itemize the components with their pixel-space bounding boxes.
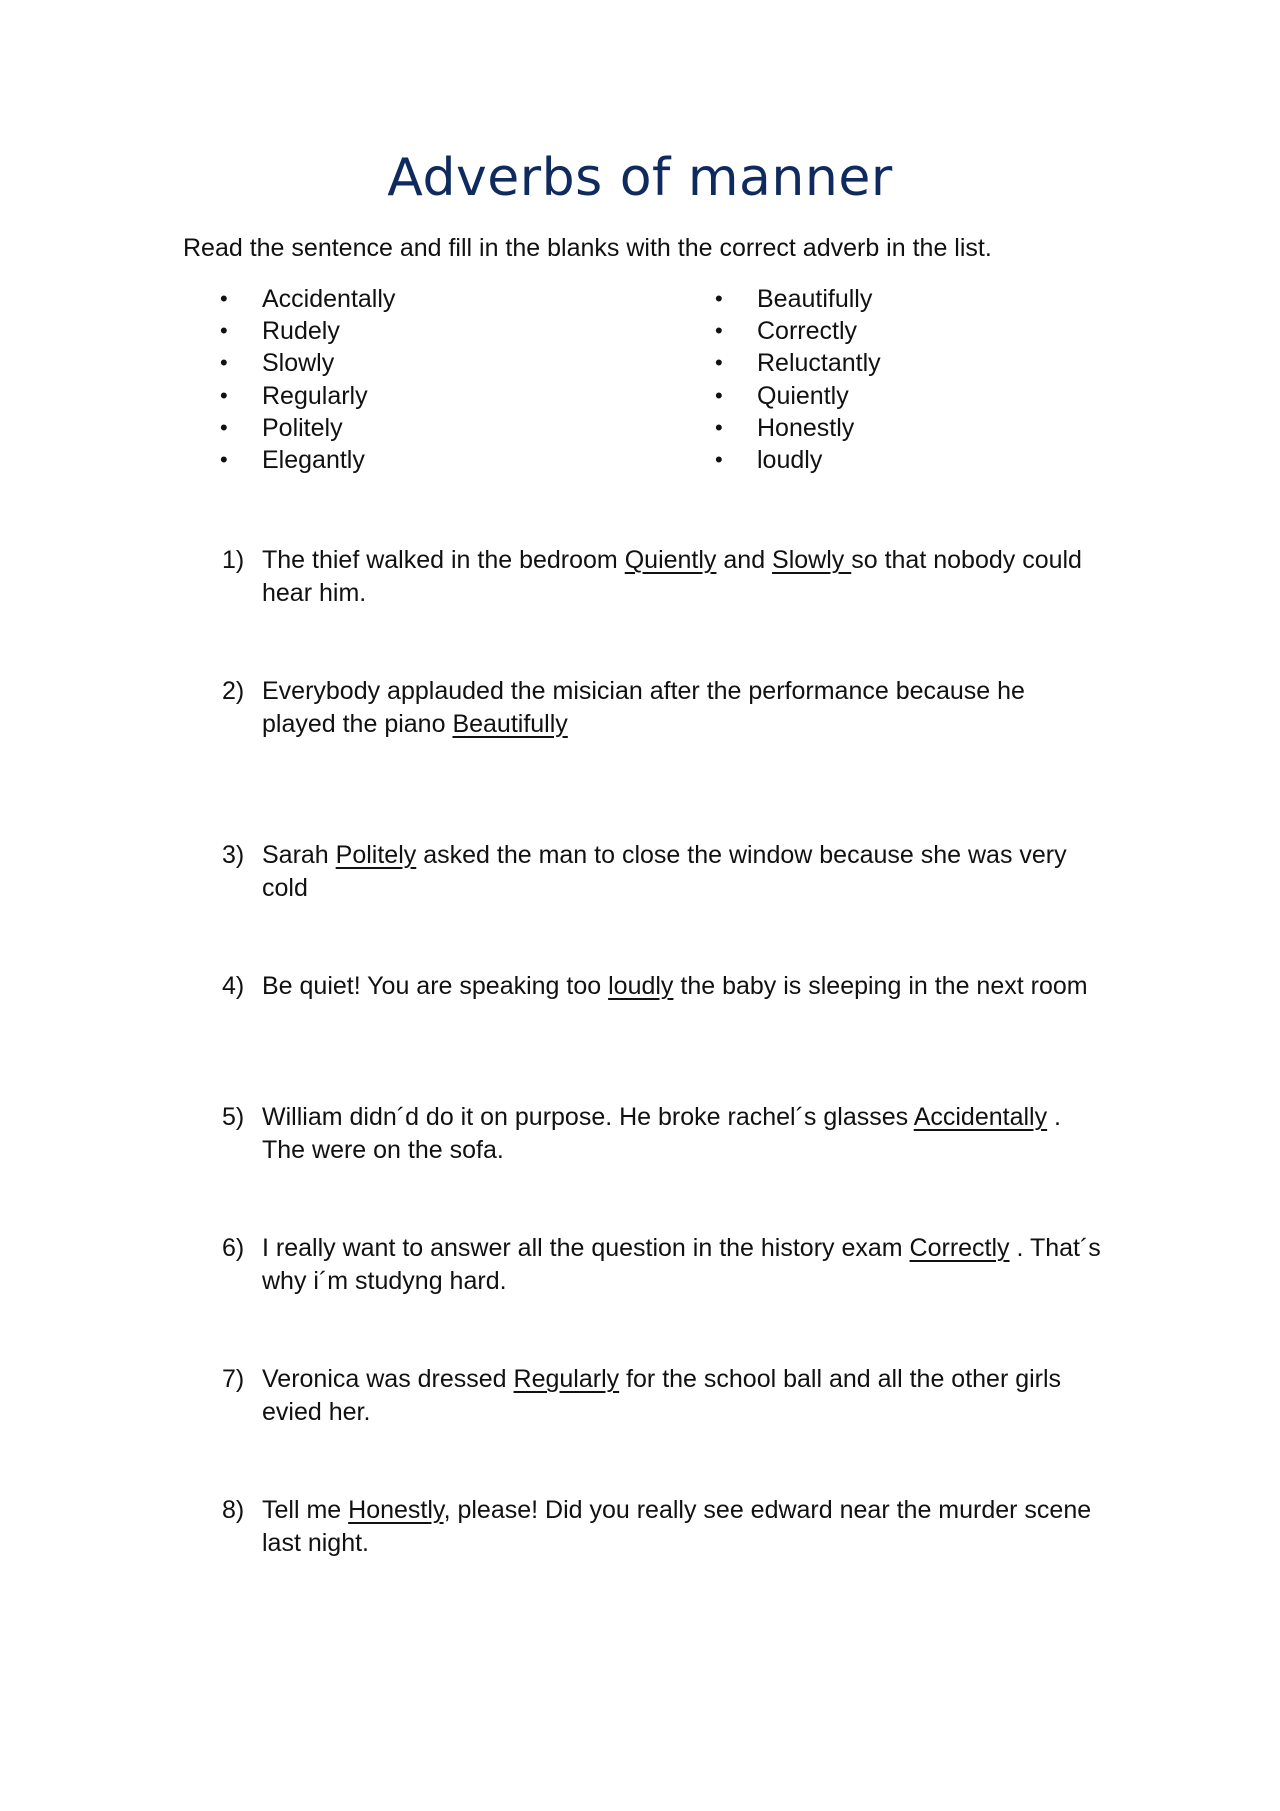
list-item: • Honestly [713, 412, 881, 444]
page-title: Adverbs of manner [387, 148, 893, 208]
question-2 [222, 675, 1102, 740]
question-text: Veronica was dressed Regularly for the school ball and all the other girls evied her. [262, 1365, 1062, 1426]
list-item: • Beautifully [713, 283, 881, 315]
bullet-icon: • [715, 286, 723, 311]
list-item: • Quiently [713, 380, 881, 412]
question-1 [222, 544, 1102, 609]
list-item: • loudly [713, 444, 881, 476]
question-number: 8) [222, 1496, 245, 1524]
question-text: Everybody applauded the misician after the performance because he played the piano Beautifully [262, 677, 1025, 738]
question-number: 7) [222, 1365, 245, 1393]
question-text: Sarah Politely asked the man to close the window because she was very cold [262, 841, 1067, 902]
bullet-icon: • [715, 318, 723, 344]
bullet-icon: • [220, 446, 228, 472]
question-text: Tell me Honestly, please! Did you really see edward near the murder scene last night. [262, 1496, 1092, 1557]
question-number: 2) [222, 677, 245, 705]
list-item: • Correctly [713, 315, 881, 347]
word-list-right [713, 283, 881, 476]
answer-blank: loudly [608, 972, 674, 1000]
list-item: • Regularly [218, 380, 395, 412]
question-number: 6) [222, 1234, 245, 1262]
question-number: 3) [222, 841, 245, 869]
question-3 [222, 839, 1102, 904]
answer-blank: Correctly [909, 1234, 1010, 1262]
question-text: Be quiet! You are speaking too loudly the baby is sleeping in the next room [262, 972, 1088, 1000]
list-item: • Slowly [218, 347, 395, 379]
list-item: • Reluctantly [713, 347, 881, 379]
question-7 [222, 1363, 1102, 1428]
question-text: I really want to answer all the question in the history exam Correctly . That´s why i´m studyng hard. [262, 1234, 1101, 1295]
answer-blank: Beautifully [452, 709, 568, 738]
answer-blank: Slowly [772, 546, 852, 574]
question-text: The thief walked in the bedroom Quiently and Slowly so that nobody could hear him. [262, 546, 1082, 607]
answer-blank: Quiently [624, 546, 717, 574]
word-list-left [218, 283, 395, 476]
question-number: 5) [222, 1103, 245, 1131]
question-number: 4) [222, 972, 245, 1000]
question-8 [222, 1494, 1102, 1559]
question-5 [222, 1101, 1102, 1166]
question-4 [222, 970, 1102, 1003]
list-item: • Rudely [218, 315, 395, 347]
bullet-icon: • [220, 414, 228, 440]
list-item: • Accidentally [218, 283, 395, 315]
bullet-icon: • [220, 350, 228, 376]
answer-blank: Accidentally [913, 1103, 1048, 1131]
list-item: • Elegantly [218, 444, 395, 476]
question-number: 1) [222, 546, 245, 574]
answer-blank: Honestly [348, 1496, 444, 1524]
question-text: William didn´d do it on purpose. He broke rachel´s glasses Accidentally . The were on the sofa. [262, 1103, 1062, 1164]
bullet-icon: • [715, 446, 723, 472]
bullet-icon: • [715, 350, 723, 376]
bullet-icon: • [715, 414, 723, 440]
answer-blank: Regularly [513, 1365, 620, 1393]
bullet-icon: • [220, 382, 228, 408]
bullet-icon: • [715, 382, 723, 408]
list-item: • Politely [218, 412, 395, 444]
bullet-icon: • [220, 318, 228, 344]
instruction-text: Read the sentence and fill in the blanks with the correct adverb in the list. [183, 234, 992, 262]
answer-blank: Politely [335, 841, 417, 869]
question-6 [222, 1232, 1102, 1297]
bullet-icon: • [220, 286, 228, 311]
